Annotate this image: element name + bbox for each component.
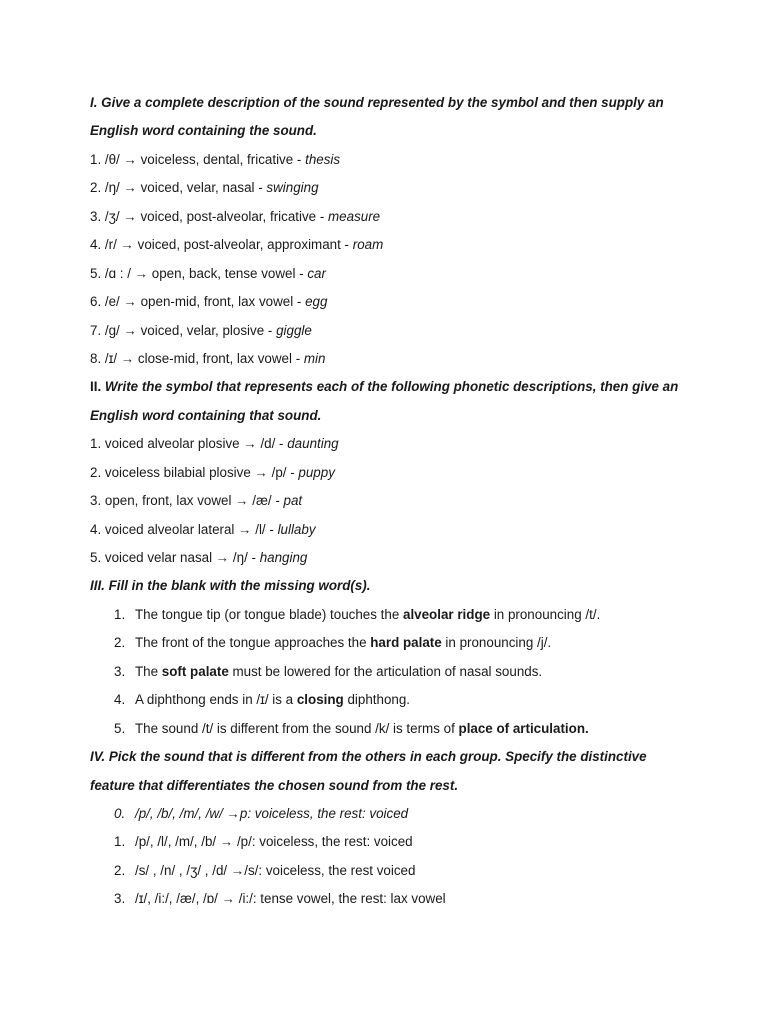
section2-heading-line2: English word containing that sound. [90, 407, 322, 423]
section1-item-3: 3. /ʒ/ → voiced, post-alveolar, fricative - measure [90, 208, 381, 224]
example-word: hanging [259, 550, 308, 565]
section1-item-6: 6. /e/ → open-mid, front, lax vowel - egg [90, 294, 328, 310]
section2-item-5: 5. voiced velar nasal → /ŋ/ - hanging [90, 550, 308, 565]
answer: place of articulation. [458, 720, 589, 736]
section3-heading: III. Fill in the blank with the missing word(s). [90, 578, 371, 594]
example-word: egg [305, 294, 328, 310]
example-word: puppy [298, 464, 335, 480]
example-word: min [303, 350, 326, 366]
example-word: car [307, 265, 326, 281]
section4-item-1: 1. /p/, /l/, /m/, /b/ → /p/: voiceless, the rest: voiced [114, 834, 413, 850]
section3-item-5: 5. The sound /t/ is different from the sound /k/ is terms of place of articulation. [114, 720, 589, 736]
example-word: swinging [266, 180, 319, 196]
section1-heading-line2: English word containing the sound. [90, 123, 317, 139]
section1-item-7: 7. /g/ → voiced, velar, plosive - giggle [90, 322, 312, 338]
section4-item-3: 3. /ɪ/, /i:/, /æ/, /ɒ/ → /i:/: tense vowel, the rest: lax vowel [114, 891, 446, 907]
section4-heading-line1: IV. Pick the sound that is different from the others in each group. Specify the distinctive [90, 749, 647, 765]
section4-heading-line2: feature that differentiates the chosen sound from the rest. [90, 777, 459, 793]
section2-item-1: 1. voiced alveolar plosive → /d/ - daunting [90, 436, 339, 452]
section3-item-3: 3. The soft palate must be lowered for the articulation of nasal sounds. [114, 663, 543, 679]
example-word: roam [352, 237, 384, 253]
section3-item-2: 2. The front of the tongue approaches the hard palate in pronouncing /j/. [114, 635, 552, 651]
answer: alveolar ridge [403, 606, 491, 622]
example-word: pat [283, 493, 303, 509]
section2-item-4: 4. voiced alveolar lateral → /l/ - lullaby [90, 521, 316, 537]
section1-heading-line1: I. Give a complete description of the sound represented by the symbol and then supply an [90, 95, 664, 110]
section1-item-5: 5. /ɑ : / → open, back, tense vowel - car [90, 265, 326, 281]
section2-heading-line1: II. Write the symbol that represents each of the following phonetic descriptions, then give an [90, 379, 679, 395]
section2-item-2: 2. voiceless bilabial plosive → /p/ - puppy [90, 464, 335, 480]
section1-item-8: 8. /ɪ/ → close-mid, front, lax vowel - min [90, 350, 326, 366]
section4-item-2: 2. /s/ , /n/ , /ʒ/ , /d/ →/s/: voiceless, the rest voiced [114, 862, 416, 878]
section2-item-3: 3. open, front, lax vowel → /æ/ - pat [90, 493, 303, 509]
section1-item-4: 4. /r/ → voiced, post-alveolar, approximant - roam [90, 237, 384, 253]
answer: hard palate [370, 635, 442, 651]
section1-item-2: 2. /ŋ/ → voiced, velar, nasal - swinging [90, 180, 319, 196]
answer: closing [296, 692, 344, 708]
example-word: giggle [276, 322, 312, 338]
example-word: measure [328, 208, 381, 224]
example-word: lullaby [277, 521, 316, 537]
example-word: thesis [305, 151, 341, 167]
answer: soft palate [161, 663, 229, 679]
section3-item-1: 1. The tongue tip (or tongue blade) touches the alveolar ridge in pronouncing /t/. [114, 606, 601, 622]
section4-example: 0. /p/, /b/, /m/, /w/ →p: voiceless, the rest: voiced [114, 805, 409, 821]
worksheet [90, 89, 700, 914]
section1-item-1: 1. /θ/ → voiceless, dental, fricative - thesis [90, 151, 341, 167]
example-word: daunting [287, 436, 339, 452]
section3-item-4: 4. A diphthong ends in /ɪ/ is a closing diphthong. [114, 692, 411, 708]
